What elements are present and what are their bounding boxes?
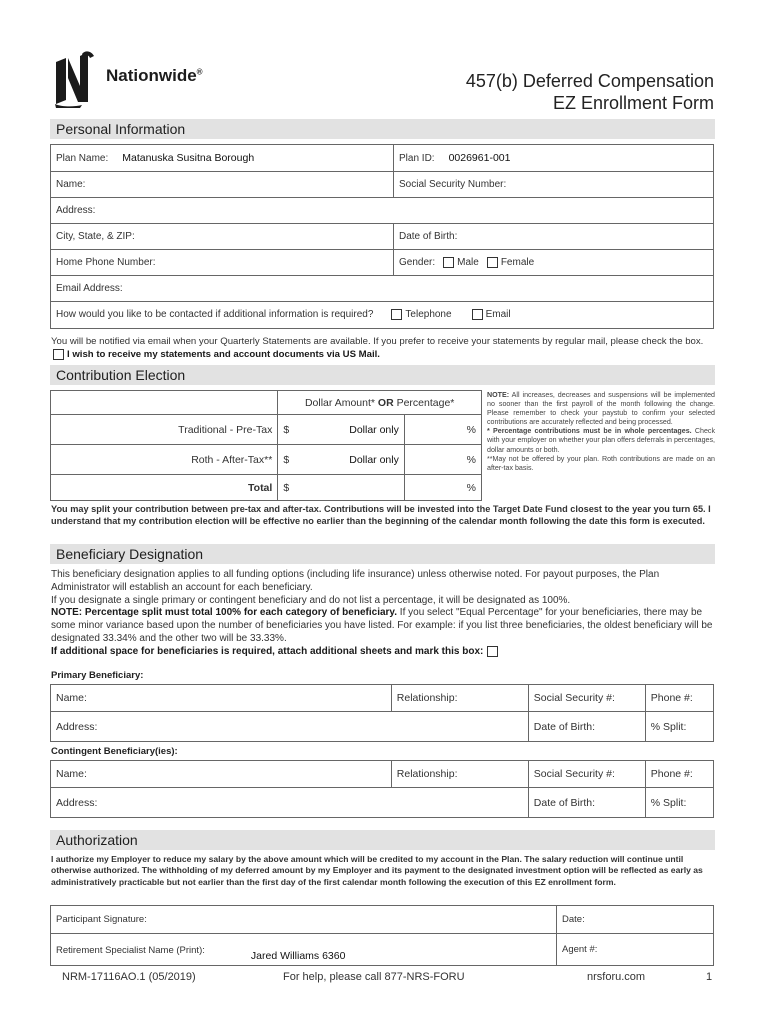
website-link[interactable]: nrsforu.com bbox=[587, 971, 646, 983]
form-number: NRM-17116AO.1 (05/2019) bbox=[62, 971, 196, 983]
roth-dollar-value[interactable]: Dollar only bbox=[301, 445, 404, 475]
additional-sheets-checkbox[interactable] bbox=[487, 646, 498, 657]
beneficiary-instructions bbox=[51, 569, 716, 659]
retirement-specialist-field[interactable]: Retirement Specialist Name (Print): Jared Williams 6360 bbox=[51, 934, 557, 966]
total-dollar-value[interactable] bbox=[301, 475, 404, 501]
email-address-field[interactable]: Email Address: bbox=[51, 276, 714, 302]
roth-percent-value[interactable] bbox=[404, 445, 456, 475]
form-title-line2: EZ Enrollment Form bbox=[552, 93, 714, 113]
plan-name-value: Matanuska Susitna Borough bbox=[122, 152, 255, 164]
personal-info-table bbox=[50, 144, 714, 329]
page-number: 1 bbox=[706, 971, 713, 983]
section-personal-information: Personal Information bbox=[50, 119, 715, 139]
contingent-split-field[interactable]: % Split: bbox=[645, 788, 713, 818]
retirement-specialist-value: Jared Williams 6360 bbox=[250, 949, 346, 962]
primary-ssn-field[interactable]: Social Security #: bbox=[528, 685, 645, 712]
beneficiary-note: NOTE: Percentage split must total 100% for each category of beneficiary. If you select "Equal Percentage" for your beneficiaries, there may be some minor variance based upon the number of beneficiaries you have listed. For example: if you list three beneficiaries, the oldest beneficiary will be designated 33.34% and the other two will be 33.33%. bbox=[51, 607, 713, 644]
gender-field: Gender: Male Female bbox=[394, 250, 714, 276]
date-of-birth-field[interactable]: Date of Birth: bbox=[394, 224, 714, 250]
agent-number-field[interactable]: Agent #: bbox=[557, 934, 714, 966]
contingent-dob-field[interactable]: Date of Birth: bbox=[528, 788, 645, 818]
statement-notice: You will be notified via email when your Quarterly Statements are available. If you prefer to receive your statements by regular mail, please check the box. I wish to receive my statements and account documents via US Mail. bbox=[51, 336, 704, 360]
primary-dob-field[interactable]: Date of Birth: bbox=[528, 712, 645, 742]
contingent-address-field[interactable]: Address: bbox=[51, 788, 529, 818]
section-beneficiary-designation: Beneficiary Designation bbox=[50, 544, 715, 564]
contribution-note: NOTE: All increases, decreases and suspensions will be implemented no sooner than the first payroll of the month following the change. Please remember to check your paystub to confirm your selected contributions are accurately reflected and being processed. * Percentage contributions must be in whole percentages. Check with your employer on whether your plan offers deferrals in percentages, dollar amounts or both. **May not be offered by your plan. Roth contributions are made on an after-tax basis. bbox=[487, 391, 716, 472]
beneficiary-para1: This beneficiary designation applies to all funding options (including life insurance) unless otherwise noted. For payout purposes, the Plan Administrator will establish an account for each beneficiary. bbox=[51, 569, 660, 593]
address-field[interactable]: Address: bbox=[51, 198, 714, 224]
primary-name-field[interactable]: Name: bbox=[51, 685, 392, 712]
authorization-table bbox=[50, 905, 714, 966]
home-phone-field[interactable]: Home Phone Number: bbox=[51, 250, 394, 276]
plan-id-value: 0026961-001 bbox=[448, 152, 511, 164]
beneficiary-para2: If you designate a single primary or contingent beneficiary and do not list a percentage, it will be designated as 100%. bbox=[51, 594, 571, 606]
nationwide-eagle-logo-icon bbox=[52, 50, 96, 108]
contingent-beneficiary-table bbox=[50, 760, 714, 818]
total-label: Total bbox=[51, 475, 278, 501]
roth-label: Roth - After-Tax** bbox=[51, 445, 278, 475]
contingent-beneficiary-heading: Contingent Beneficiary(ies): bbox=[51, 746, 178, 757]
primary-relationship-field[interactable]: Relationship: bbox=[391, 685, 528, 712]
male-checkbox[interactable] bbox=[443, 257, 454, 268]
help-phone-text: For help, please call 877-NRS-FORU bbox=[283, 971, 465, 983]
form-title-line1: 457(b) Deferred Compensation bbox=[465, 71, 714, 91]
contingent-phone-field[interactable]: Phone #: bbox=[645, 761, 713, 788]
authorization-text: I authorize my Employer to reduce my salary by the above amount which will be credited to my account in the Plan. The salary reduction will continue until otherwise authorized. The withholding of my deferred amount by my Employer and its payment to the designated investment option will be reflected as early as administratively practicable but not earlier than the first day of the first calendar month following the execution of this EZ enrollment form. bbox=[51, 854, 703, 887]
participant-signature-field[interactable]: Participant Signature: bbox=[51, 906, 557, 934]
primary-beneficiary-heading: Primary Beneficiary: bbox=[51, 670, 144, 681]
name-field[interactable]: Name: bbox=[51, 172, 394, 198]
primary-split-field[interactable]: % Split: bbox=[645, 712, 713, 742]
contribution-table: Dollar Amount* OR Percentage* Traditional - Pre-Tax $ Dollar only % Roth - After-Tax** $ Dollar only % Total $ % bbox=[50, 390, 482, 501]
us-mail-checkbox[interactable] bbox=[53, 349, 64, 360]
city-state-zip-field[interactable]: City, State, & ZIP: bbox=[51, 224, 394, 250]
telephone-checkbox[interactable] bbox=[391, 309, 402, 320]
pre-tax-dollar-sign: $ bbox=[278, 415, 301, 445]
plan-id-cell: Plan ID: 0026961-001 bbox=[394, 145, 714, 172]
ssn-field[interactable]: Social Security Number: bbox=[394, 172, 714, 198]
contact-preference-row: How would you like to be contacted if additional information is required? Telephone Email bbox=[51, 302, 714, 329]
contingent-name-field[interactable]: Name: bbox=[51, 761, 392, 788]
additional-space-line: If additional space for beneficiaries is required, attach additional sheets and mark this box: bbox=[51, 646, 716, 659]
pre-tax-dollar-value[interactable]: Dollar only bbox=[301, 415, 404, 445]
contingent-relationship-field[interactable]: Relationship: bbox=[391, 761, 528, 788]
female-checkbox[interactable] bbox=[487, 257, 498, 268]
primary-phone-field[interactable]: Phone #: bbox=[645, 685, 713, 712]
contribution-split-text: You may split your contribution between pre-tax and after-tax. Contributions will be invested into the Target Date Fund closest to the year you turn 65. I understand that my contribution election will be effective no earlier than the beginning of the calendar month following the date this form is executed. bbox=[51, 504, 711, 526]
pre-tax-label: Traditional - Pre-Tax bbox=[51, 415, 278, 445]
pre-tax-percent-value[interactable] bbox=[404, 415, 456, 445]
primary-beneficiary-table bbox=[50, 684, 714, 742]
contribution-column-header: Dollar Amount* OR Percentage* bbox=[278, 391, 482, 415]
contact-email-checkbox[interactable] bbox=[472, 309, 483, 320]
signature-date-field[interactable]: Date: bbox=[557, 906, 714, 934]
contingent-ssn-field[interactable]: Social Security #: bbox=[528, 761, 645, 788]
total-percent-value[interactable] bbox=[404, 475, 456, 501]
section-authorization: Authorization bbox=[50, 830, 715, 850]
primary-address-field[interactable]: Address: bbox=[51, 712, 529, 742]
form-title bbox=[466, 70, 714, 114]
plan-name-cell: Plan Name: Matanuska Susitna Borough bbox=[51, 145, 394, 172]
brand-name: Nationwide® bbox=[106, 66, 203, 85]
section-contribution-election: Contribution Election bbox=[50, 365, 715, 385]
